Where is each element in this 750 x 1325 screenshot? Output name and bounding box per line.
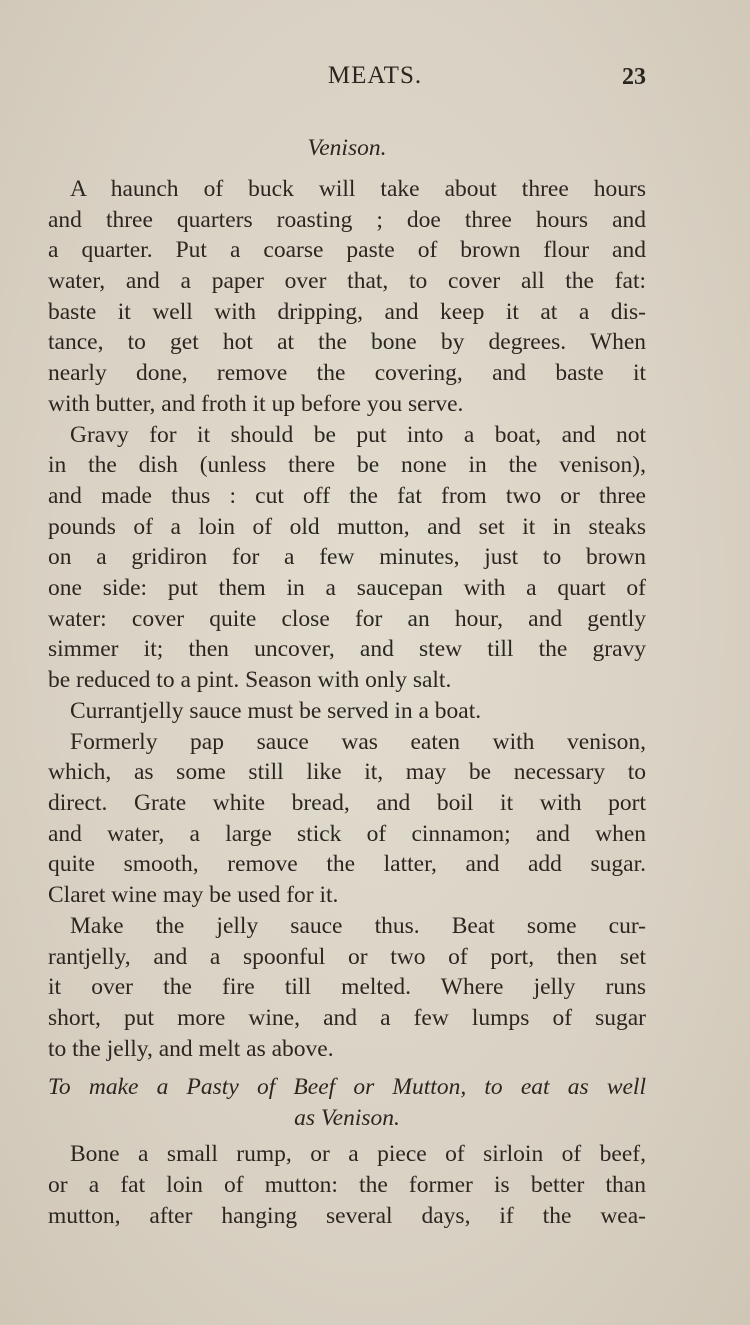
page-number: 23 [622, 64, 646, 90]
text-line: to the jelly, and melt as above. [48, 1036, 334, 1062]
text-line: with butter, and froth it up before you serve. [48, 391, 464, 417]
text-line: tance, to get hot at the bone by degrees. When [48, 329, 646, 355]
text-line: pounds of a loin of old mutton, and set it in steaks [48, 514, 646, 540]
section-heading-venison: Venison. [307, 135, 387, 161]
text-line: Make the jelly sauce thus. Beat some cur- [70, 913, 646, 939]
text-line: Currantjelly sauce must be served in a boat. [70, 698, 482, 724]
text-line: a quarter. Put a coarse paste of brown flour and [48, 237, 646, 263]
text-line: one side: put them in a saucepan with a quart of [48, 575, 646, 601]
text-line: simmer it; then uncover, and stew till the gravy [48, 636, 646, 662]
text-line: quite smooth, remove the latter, and add sugar. [48, 851, 646, 877]
text-line: water: cover quite close for an hour, and gently [48, 606, 646, 632]
text-line: it over the fire till melted. Where jelly runs [48, 974, 646, 1000]
text-line: rantjelly, and a spoonful or two of port, then set [48, 944, 646, 970]
text-line: and made thus : cut off the fat from two or three [48, 483, 646, 509]
text-line: which, as some still like it, may be necessary to [48, 759, 646, 785]
text-line: nearly done, remove the covering, and baste it [48, 360, 646, 386]
running-head [0, 62, 750, 102]
text-line: Claret wine may be used for it. [48, 882, 339, 908]
section-heading-pasty: To make a Pasty of Beef or Mutton, to eat as well [48, 1074, 646, 1100]
text-line: A haunch of buck will take about three hours [70, 176, 646, 202]
running-title: MEATS. [327, 62, 423, 89]
text-line: be reduced to a pint. Season with only salt. [48, 667, 452, 693]
text-line: baste it well with dripping, and keep it at a dis- [48, 299, 646, 325]
text-line: on a gridiron for a few minutes, just to brown [48, 544, 646, 570]
text-line: direct. Grate white bread, and boil it with port [48, 790, 646, 816]
text-line: Bone a small rump, or a piece of sirloin of beef, [70, 1141, 646, 1167]
text-line: and three quarters roasting ; doe three hours and [48, 207, 646, 233]
section-heading-pasty-cont: as Venison. [294, 1105, 400, 1131]
text-line: or a fat loin of mutton: the former is better than [48, 1172, 646, 1198]
text-line: Gravy for it should be put into a boat, and not [70, 422, 646, 448]
text-line: and water, a large stick of cinnamon; and when [48, 821, 646, 847]
text-line: water, and a paper over that, to cover all the fat: [48, 268, 646, 294]
text-line: mutton, after hanging several days, if the wea- [48, 1203, 646, 1229]
text-line: in the dish (unless there be none in the venison), [48, 452, 646, 478]
text-line: short, put more wine, and a few lumps of sugar [48, 1005, 646, 1031]
text-line: Formerly pap sauce was eaten with venison, [70, 729, 646, 755]
